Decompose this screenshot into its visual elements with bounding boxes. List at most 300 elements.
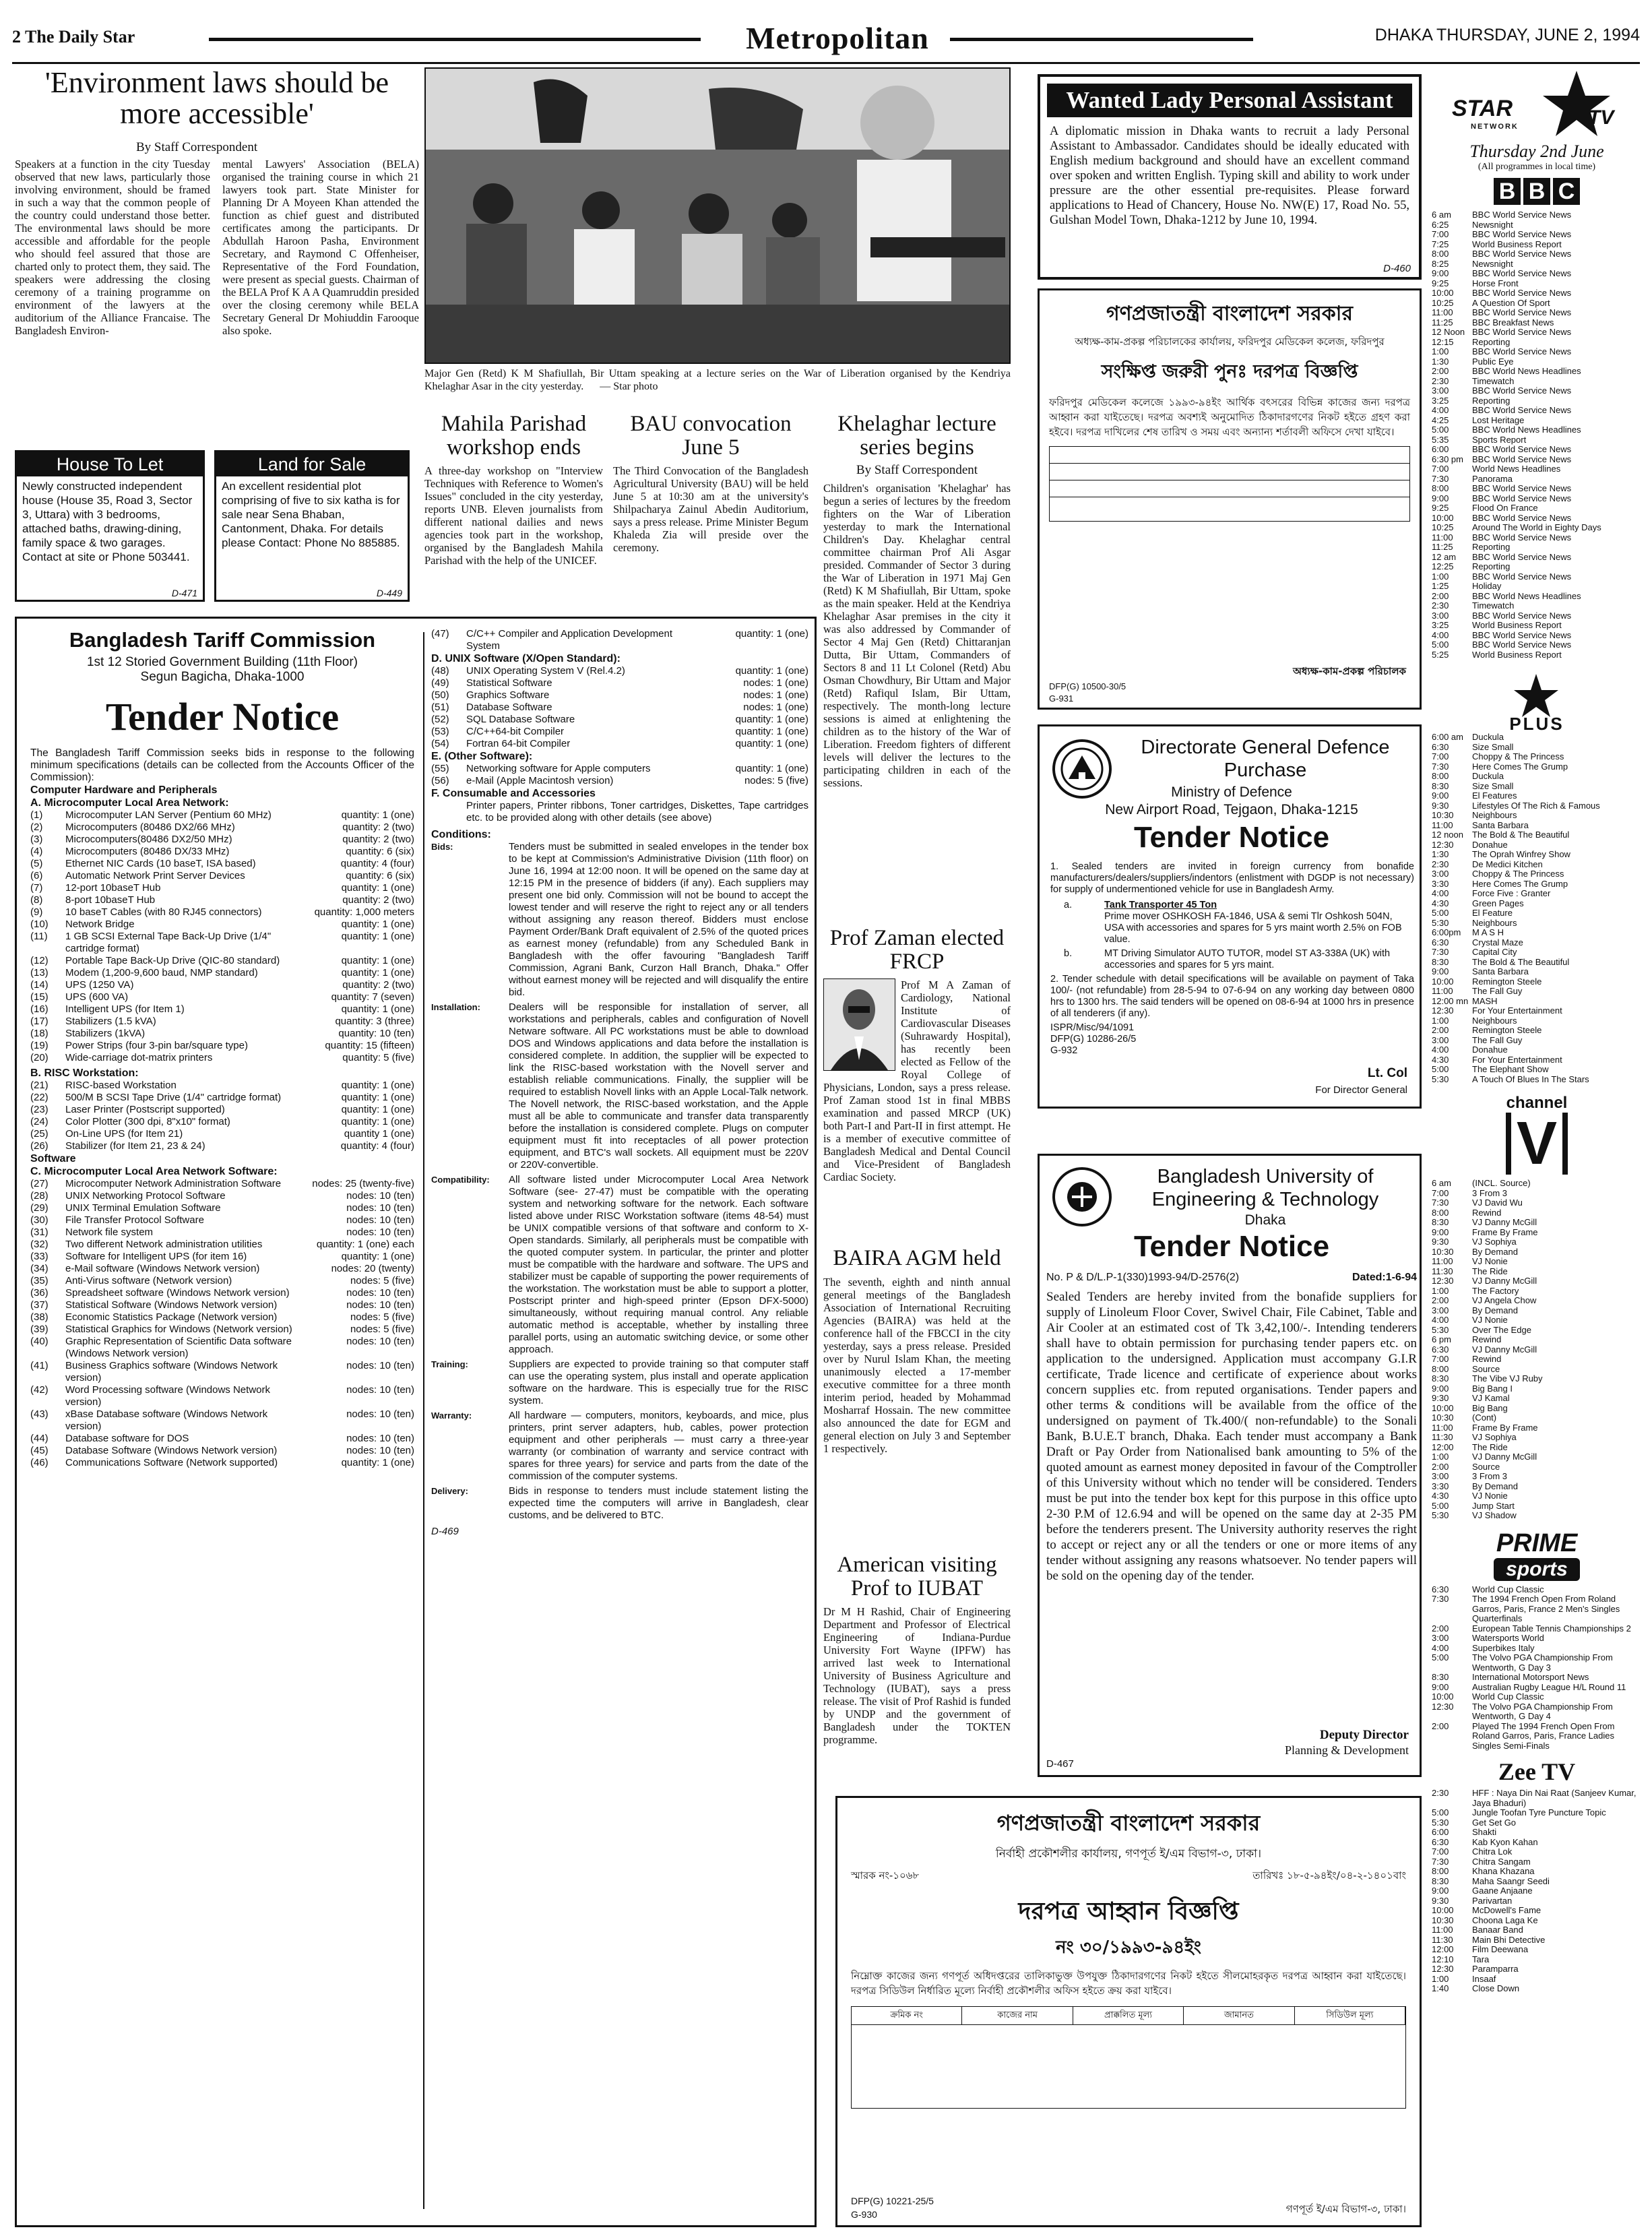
schedule-time: 5:30 xyxy=(1432,1817,1449,1828)
schedule-time: 4:30 xyxy=(1432,1491,1449,1501)
dgdp-item-b: b. MT Driving Simulator AUTO TUTOR, model ST A3-338A (UK) with accessories and spares for 5 yrs maint. xyxy=(1050,948,1414,971)
tender-item xyxy=(431,775,808,787)
schedule-time: 7:25 xyxy=(1432,239,1449,249)
tender-item-qty: quantity: 10 (ten) xyxy=(338,1028,414,1039)
schedule-time: 6 pm xyxy=(1432,1334,1451,1344)
iubat-text: Dr M H Rashid, Chair of Engineering Department and Professor of Electrical Engineering of Indiana-Purdue University Fort Wayne (IPFW) has arrived last week to International University of Business Agriculture and Technology (IUBAT), says a press release. The visit of Prof Rashid is funded by UNDP and the government of Bangladesh under the TOKTEN programme. xyxy=(823,1605,1011,1747)
schedule-time: 8:25 xyxy=(1432,258,1449,269)
schedule-row xyxy=(1432,899,1642,909)
bangla-tender-2 xyxy=(835,1796,1422,2227)
schedule-program: For Your Entertainment xyxy=(1472,1054,1562,1065)
tender-item-number: (36) xyxy=(30,1287,49,1299)
schedule-row xyxy=(1432,562,1642,572)
schedule-row xyxy=(1432,987,1642,997)
tender-item-number: (18) xyxy=(30,1028,49,1039)
tender-item-desc: Database software for DOS xyxy=(65,1433,189,1444)
tender-item-number: (33) xyxy=(30,1251,49,1262)
schedule-row xyxy=(1432,240,1642,250)
tender-item-desc: xBase Database software (Windows Network version) xyxy=(65,1408,268,1432)
channel-v-logo xyxy=(1432,1094,1642,1175)
schedule-row xyxy=(1432,1818,1642,1828)
schedule-program: El Features xyxy=(1472,790,1517,801)
schedule-row xyxy=(1432,1692,1642,1702)
bbc-logo xyxy=(1432,178,1642,205)
tender-item xyxy=(431,726,808,738)
schedule-program: Shakti xyxy=(1472,1827,1497,1837)
tender-item xyxy=(30,858,414,870)
tariff-items-d xyxy=(431,665,808,750)
schedule-time: 6:00pm xyxy=(1432,927,1461,937)
schedule-time: 9:00 xyxy=(1432,790,1449,801)
env-col2: mental Lawyers' Association (BELA) organised the training course in which 21 lawyers took part. State Minister for Planning Dr A Moyeen Khan attended the function as chief guest and distributed certificates among the participants. Dr Abdullah Haroon Pasha, Environment Secretary, and Raymond C Offenheiser, Representative of the Ford Foundation, were present as special guests. Chairman of the BELA Prof K A A Quamruddin presided over the closing ceremony while BELA Secretary General Dr Mohiuddin Farooque also spoke. xyxy=(222,158,419,337)
schedule-row xyxy=(1432,347,1642,357)
schedule-row xyxy=(1432,220,1642,230)
schedule-program: BBC World Service News xyxy=(1472,268,1572,278)
tender-item-qty: quantity: 6 (six) xyxy=(346,846,414,857)
khelaghar-text: Children's organisation 'Khelaghar' has begun a series of lectures by the freedom fighters on the War of Liberation yesterday to mark the International Children's Day. Khelaghar central committee chairman Prof Ali Asgar presided. Commander of Sector 3 during the War of Liberation in 1971 Maj Gen (Retd) K M Shafiullah, Bir Uttam, spoke as the main speaker. Held at the Kendriya Khelaghar Asar premises in the city it was also addressed by Commander of Sector 4 Maj Gen (Retd) Chittaranjan Dutta, Bir Uttam, Commanders of Sectors 8 and 11 Lt Colonel (Retd) Abu Osman Chowdhury, Bir Uttam and Major (Retd) Rafiqul Islam, Bir Uttam, respectively. The month-long lecture sessions is aimed at enlightening the children as to the history of the War of Liberation. Freedom fighters of different levels will deliver the lectures to the participating children in each of the sessions. xyxy=(823,482,1011,790)
schedule-program: Watersports World xyxy=(1472,1633,1544,1643)
tender-item-desc: 1 GB SCSI External Tape Back-Up Drive (1/4" cartridge format) xyxy=(65,931,272,954)
tender-item-desc: Stabilizer (for Item 21, 23 & 24) xyxy=(65,1140,205,1152)
schedule-row xyxy=(1432,553,1642,563)
tender-item-qty: quantity: 1 (one) xyxy=(735,738,808,749)
schedule-time: 3:30 xyxy=(1432,1481,1449,1491)
schedule-row xyxy=(1432,1945,1642,1955)
tender-item-desc: Anti-Virus software (Network version) xyxy=(65,1275,232,1286)
baira-headline: BAIRA AGM held xyxy=(833,1247,1001,1270)
schedule-program: BBC World Service News xyxy=(1472,629,1572,640)
tender-item-qty: quantity 1 (one) xyxy=(344,1128,414,1140)
condition-label: Warranty: xyxy=(431,1410,472,1421)
tender-item-qty: nodes: 5 (five) xyxy=(350,1324,414,1335)
schedule-row xyxy=(1432,269,1642,279)
schedule-program: Choona Laga Ke xyxy=(1472,1915,1538,1925)
condition-label: Compatibility: xyxy=(431,1175,490,1185)
schedule-program: Santa Barbara xyxy=(1472,966,1529,976)
schedule-program: BBC World News Headlines xyxy=(1472,425,1581,435)
mahila-text: A three-day workshop on "Interview Techniques with Reference to Women's Issues" concluded in the city yesterday, reports UNB. Eleven journalists from different national dailies and news agencies took part in the workshop, organised by the Bangladesh Mahila Parishad with the help of the UNICEF. xyxy=(424,464,603,567)
schedule-program: VJ Sophiya xyxy=(1472,1432,1517,1442)
tender-item xyxy=(30,870,414,882)
condition-label: Bids: xyxy=(431,842,453,852)
tender-item xyxy=(30,1128,414,1140)
schedule-row xyxy=(1432,1443,1642,1453)
schedule-program: Australian Rugby League H/L Round 11 xyxy=(1472,1681,1626,1692)
tv-note: (All programmes in local time) xyxy=(1478,162,1596,172)
tender-item-number: (21) xyxy=(30,1080,49,1091)
tender-item-qty: nodes: 10 (ten) xyxy=(346,1384,414,1396)
tv-listings xyxy=(1432,67,1642,2231)
schedule-program: Played The 1994 French Open From Roland Garros, Paris, France Ladies Singles Semi-Finals xyxy=(1472,1720,1615,1751)
tender-item xyxy=(30,846,414,858)
schedule-program: Lifestyles Of The Rich & Famous xyxy=(1472,800,1600,811)
tender-item-desc: Graphic Representation of Scientific Data software (Windows Network version) xyxy=(65,1336,292,1359)
buet-code: D-467 xyxy=(1046,1758,1074,1770)
schedule-time: 10:00 xyxy=(1432,1691,1454,1702)
schedule-row xyxy=(1432,230,1642,240)
tender-item-desc: 12-port 10baseT Hub xyxy=(65,882,161,894)
tender-item xyxy=(30,1311,414,1324)
schedule-time: 1:30 xyxy=(1432,849,1449,859)
condition-row xyxy=(431,1485,808,1522)
bangla2-table-header-cell: জামানত xyxy=(1184,2007,1294,2024)
tender-item-number: (43) xyxy=(30,1408,49,1420)
schedule-row xyxy=(1432,1237,1642,1247)
dgdp-code: DFP(G) 10286-26/5 xyxy=(1050,1034,1137,1045)
tender-item-desc: On-Line UPS (for Item 21) xyxy=(65,1128,183,1140)
schedule-time: 12:25 xyxy=(1432,561,1454,571)
schedule-row xyxy=(1432,947,1642,958)
schedule-time: 4:00 xyxy=(1432,1642,1449,1653)
dgdp-para2: 2. Tender schedule with detail specifications will be available on payment of Taka 100/- (not refundable) from 28-5-94 to 07-6-94 on any working day between 0800 hrs to 1300 hrs. The said tenders will be opened on 08-6-94 at 1000 hrs in presence of all tenderers (if any). xyxy=(1050,974,1414,1019)
tender-item-desc: UNIX Operating System V (Rel.4.2) xyxy=(466,665,625,677)
tender-item-number: (16) xyxy=(30,1003,49,1015)
schedule-row xyxy=(1432,367,1642,377)
schedule-time: 7:00 xyxy=(1432,464,1449,474)
schedule-time: 8:00 xyxy=(1432,249,1449,259)
schedule-program: Reporting xyxy=(1472,395,1511,406)
schedule-row xyxy=(1432,1808,1642,1818)
tender-item xyxy=(30,809,414,821)
tender-item-qty: quantity: 2 (two) xyxy=(342,821,414,833)
schedule-time: 2:00 xyxy=(1432,366,1449,376)
bangla-tender-1 xyxy=(1038,288,1422,710)
tender-item-desc: UNIX Terminal Emulation Software xyxy=(65,1202,221,1214)
tender-item-number: (7) xyxy=(30,882,43,894)
schedule-program: Chitra Lok xyxy=(1472,1846,1513,1857)
tender-item-qty: nodes: 1 (one) xyxy=(743,677,808,689)
schedule-program: Source xyxy=(1472,1461,1500,1472)
star-logo-text: STAR xyxy=(1452,96,1513,121)
schedule-time: 11:30 xyxy=(1432,1432,1453,1442)
schedule-time: 10:00 xyxy=(1432,512,1454,523)
schedule-program: VJ Danny McGill xyxy=(1472,1344,1537,1355)
schedule-row xyxy=(1432,640,1642,650)
khelaghar-headline: Khelaghar lecture series begins xyxy=(837,412,996,460)
page-header xyxy=(12,20,1640,62)
schedule-row xyxy=(1432,1026,1642,1036)
schedule-time: 4:30 xyxy=(1432,1054,1449,1065)
schedule-row xyxy=(1432,523,1642,533)
schedule-time: 11:00 xyxy=(1432,1925,1453,1935)
plus-star-icon xyxy=(1513,672,1560,719)
classified-house-text: Newly constructed independent house (House 35, Road 3, Sector 3, Uttara) with 3 bedrooms, attached baths, drawing-dining, family space & two garages. Contact at site or Phone 503441. xyxy=(22,480,193,563)
bau-story xyxy=(613,412,808,608)
schedule-row xyxy=(1432,830,1642,840)
schedule-program: Film Deewana xyxy=(1472,1944,1529,1954)
buet-text: Sealed Tenders are hereby invited from the bonafide suppliers for supply of Linoleum Floor Cover, Swivel Chair, File Cabinet, Table and Air Cooler at an estimated cost of Tk 3,42,100/-. Intending tenderers shall have to obtain permission for purchasing tender papers etc. on application to the undersigned. Application must accompany G.I.R certificate, Trade licence and certificate of experience about works concern supplies etc. from reputed organisations. Tender papers and other terms & conditions will be available from the office of the undersigned on payment of Tk.400/( non-refundable) to the Sonali Bank, B.U.E.T branch, Dhaka. Each tender must accompany a Bank Draft or Pay Order from Nationalised bank amounting to 5% of the quoted amount as earnest money deposited in favour of the Comptroller of this University without which no tender will be considered. Tenders must be put into the tender box kept for this purpose in this office upto 2-30 P.M of 12.6.94 and will be opened on the same day at 2-35 PM before the tenderers present. The University authority reserves the right to accept or reject any or all the tenders or one or more items of any tender without assigning any reasons whatsoever. No tender papers will be sold on the opening day of the tender. xyxy=(1046,1290,1417,1583)
tender-item-qty: quantity: 2 (two) xyxy=(342,979,414,991)
schedule-time: 1:00 xyxy=(1432,571,1449,582)
schedule-program: BBC World Service News xyxy=(1472,327,1572,337)
tender-item-number: (31) xyxy=(30,1226,49,1238)
schedule-time: 7:00 xyxy=(1432,751,1449,761)
schedule-program: Green Pages xyxy=(1472,898,1524,908)
tender-item-desc: Power Strips (four 3-pin bar/square type) xyxy=(65,1040,248,1051)
tender-item-desc: Intelligent UPS (for Item 1) xyxy=(65,1003,185,1015)
schedule-row xyxy=(1432,1702,1642,1722)
buet-ref-row xyxy=(1046,1272,1417,1288)
schedule-program: Neighbours xyxy=(1472,1015,1517,1026)
schedule-time: 12:00 mn xyxy=(1432,995,1469,1006)
tariff-org: Bangladesh Tariff Commission xyxy=(69,628,376,652)
schedule-program: World News Headlines xyxy=(1472,464,1561,474)
schedule-time: 11:00 xyxy=(1432,819,1453,830)
schedule-program: VJ Nonie xyxy=(1472,1491,1508,1501)
tender-item-desc: Microcomputers (80486 DX/33 MHz) xyxy=(65,846,230,857)
schedule-program: Choppy & The Princess xyxy=(1472,869,1564,879)
schedule-program: The Factory xyxy=(1472,1285,1519,1296)
schedule-row xyxy=(1432,1644,1642,1654)
tender-item-qty: quantity: 1 (one) xyxy=(341,1092,414,1103)
tender-item-qty: nodes: 10 (ten) xyxy=(346,1445,414,1456)
schedule-time: 8:00 xyxy=(1432,771,1449,781)
tender-item-qty: quantity: 1 (one) xyxy=(341,882,414,894)
tender-item-desc: Database Software (Windows Network version) xyxy=(65,1445,278,1456)
schedule-time: 10:25 xyxy=(1432,297,1454,308)
zaman-headline: Prof Zaman elected FRCP xyxy=(829,927,1005,974)
tender-item-qty: quantity: 1 (one) xyxy=(341,919,414,930)
dgdp-item-b-text: MT Driving Simulator AUTO TUTOR, model ST A3-338A (UK) with accessories and spares for 5 yrs maint. xyxy=(1104,948,1391,970)
schedule-row xyxy=(1432,601,1642,611)
tender-item-qty: quantity: 1 (one) xyxy=(341,1003,414,1015)
tariff-sec-e: E. (Other Software): xyxy=(431,751,533,762)
tender-item-number: (55) xyxy=(431,763,449,774)
schedule-time: 1:00 xyxy=(1432,346,1449,356)
schedule-row xyxy=(1432,210,1642,220)
schedule-row xyxy=(1432,1857,1642,1867)
schedule-time: 9:00 xyxy=(1432,493,1449,503)
schedule-program: Over The Edge xyxy=(1472,1324,1531,1335)
tender-item xyxy=(30,1052,414,1064)
bbc-logo-c: C xyxy=(1553,178,1580,205)
tender-item-desc: SQL Database Software xyxy=(466,714,575,725)
bangla2-memo-row xyxy=(837,1864,1420,1889)
schedule-time: 3:00 xyxy=(1432,869,1449,879)
schedule-time: 5:00 xyxy=(1432,908,1449,918)
schedule-row xyxy=(1432,860,1642,870)
buet-sign: Deputy Director xyxy=(1319,1728,1409,1742)
schedule-time: 1:25 xyxy=(1432,581,1449,591)
dgdp-title: Tender Notice xyxy=(1133,821,1330,854)
bangla1-office: অধ্যক্ষ-কাম-প্রকল্প পরিচালকের কার্যালয়, ফরিদপুর মেডিকেল কলেজ, ফরিদপুর xyxy=(1075,336,1385,348)
schedule-program: BBC World News Headlines xyxy=(1472,590,1581,601)
dgdp-code2: G-932 xyxy=(1050,1045,1078,1056)
schedule-time: 4:25 xyxy=(1432,414,1449,425)
schedule-row xyxy=(1432,650,1642,660)
schedule-row xyxy=(1432,1585,1642,1595)
bangla2-office: নির্বাহী প্রকৌশলীর কার্যালয়, গণপূর্ত ই/এম বিভাগ-৩, ঢাকা। xyxy=(995,1847,1262,1861)
env-headline: 'Environment laws should be more accessible' xyxy=(44,67,389,131)
schedule-row xyxy=(1432,1452,1642,1462)
condition-text: All software listed under Microcomputer Local Area Network Software (see- 27-47) must be compatible with the operating system and networking software for the network. Each software listed above under RISC Workstation software (items 48-54) must be UNIX compatible versions of that software and conform to X-Open standards. Similarly, all peripherals must be compatible with the quoted computer system. In particular, the printer and plotter must be compatible with the hardware and software. The UPS and stabilizer must be capable of supporting the power requirements of the workstation. The workstation must be able to support a plotter, Postscript printer and high-speed printer (Epson DFX-5000) simultaneously, without requiring manual control. Any reliable automatic method is acceptable, whether by installing three parallel ports, using an automatic switching device, or some other approach. xyxy=(509,1174,808,1355)
schedule-time: 12:00 xyxy=(1432,1944,1454,1954)
schedule-row xyxy=(1432,850,1642,860)
schedule-row xyxy=(1432,1828,1642,1838)
photo-image xyxy=(426,69,1009,363)
bbc-logo-b2: B xyxy=(1523,178,1550,205)
tender-item-number: (6) xyxy=(30,870,43,881)
schedule-program: BBC World Service News xyxy=(1472,307,1572,317)
tender-item-desc: RISC-based Workstation xyxy=(65,1080,177,1091)
tender-item-qty: quantity: 1 (one) each xyxy=(316,1239,414,1250)
schedule-program: Timewatch xyxy=(1472,375,1515,386)
tender-item-number: (49) xyxy=(431,677,449,689)
tender-item-desc: Graphics Software xyxy=(466,689,550,701)
tender-item-desc: Statistical Software xyxy=(466,677,552,689)
schedule-program: Here Comes The Grump xyxy=(1472,878,1568,889)
schedule-row xyxy=(1432,1394,1642,1404)
photo-credit: — Star photo xyxy=(600,381,658,392)
schedule-row xyxy=(1432,1208,1642,1218)
condition-row xyxy=(431,1410,808,1483)
sports-logo-text: sports xyxy=(1494,1558,1580,1581)
tender-item xyxy=(30,1016,414,1028)
tender-item-qty: quantity: 1 (one) xyxy=(341,931,414,942)
tender-item xyxy=(30,1324,414,1336)
tariff-sec-f: F. Consumable and Accessories xyxy=(431,788,596,799)
schedule-time: 5:35 xyxy=(1432,434,1449,445)
tender-item-desc: Color Plotter (300 dpi, 8"x10" format) xyxy=(65,1116,230,1127)
schedule-program: Crystal Maze xyxy=(1472,937,1523,947)
schedule-program: Timewatch xyxy=(1472,600,1515,611)
tender-item-desc: Spreadsheet software (Windows Network version) xyxy=(65,1287,290,1299)
prime-sports-logo xyxy=(1432,1529,1642,1581)
tender-item xyxy=(30,1360,414,1384)
tender-item xyxy=(30,955,414,967)
tender-item-qty: quantity: 1 (one) xyxy=(735,714,808,725)
tender-item-number: (14) xyxy=(30,979,49,991)
schedule-time: 6:30 xyxy=(1432,1344,1449,1355)
schedule-row xyxy=(1432,1355,1642,1365)
schedule-program: VJ David Wu xyxy=(1472,1198,1523,1208)
tender-item-qty: nodes: 25 (twenty-five) xyxy=(312,1178,414,1189)
tender-item xyxy=(30,1433,414,1445)
schedule-program: De Medici Kitchen xyxy=(1472,859,1543,869)
schedule-row xyxy=(1432,357,1642,367)
tender-item-number: (8) xyxy=(30,894,43,906)
schedule-program: The Fall Guy xyxy=(1472,1034,1523,1045)
schedule-time: 2:00 xyxy=(1432,1720,1449,1731)
tender-item-number: (44) xyxy=(30,1433,49,1444)
schedule-row xyxy=(1432,1501,1642,1512)
schedule-time: 6:30 xyxy=(1432,741,1449,752)
tender-item-number: (47) xyxy=(431,628,449,640)
tender-item xyxy=(30,991,414,1003)
dgdp-body xyxy=(1050,861,1414,1090)
schedule-program: Jump Start xyxy=(1472,1500,1515,1511)
tender-item-number: (25) xyxy=(30,1128,49,1140)
schedule-row xyxy=(1432,533,1642,543)
tender-item-qty: nodes: 10 (ten) xyxy=(346,1214,414,1226)
schedule-program: Panorama xyxy=(1472,473,1513,484)
schedule-row xyxy=(1432,259,1642,270)
tender-item-number: (23) xyxy=(30,1104,49,1115)
schedule-program: World Cup Classic xyxy=(1472,1691,1544,1702)
masthead-underline xyxy=(12,62,1640,64)
schedule-row xyxy=(1432,1877,1642,1887)
condition-label: Delivery: xyxy=(431,1486,468,1496)
schedule-program: Chitra Sangam xyxy=(1472,1856,1531,1867)
schedule-program: Neighbours xyxy=(1472,917,1517,928)
tender-item-qty: quantity: 1 (one) xyxy=(341,1251,414,1262)
schedule-program: The Ride xyxy=(1472,1441,1508,1452)
schedule-time: 8:30 xyxy=(1432,1672,1449,1682)
schedule-program: BBC World Service News xyxy=(1472,571,1572,582)
condition-text: Tenders must be submitted in sealed envelopes in the tender box to be kept at Commission's Administrative Division (11th floor) on June 16, 1994 at 12:00 noon. It will be opened on the same day at 12:15 PM in the presence of bidders (if any). Each suppliers may present one bid only. Commission will not be bound to accept the lowest tender and will reserve the right to reject any or all tenders without assigning any reason thereof. Bidders must enclose Payment Order/Bank Draft equivalent of 2.5% of the quoted prices as earnest money (refundable) from any Scheduled Bank in Bangladesh with the offer favouring "Bangladesh Tariff Commission, Agrani Bank, Curzon Hall Branch, Dhaka." Offer without earnest money will be rejected and will disqualify the entire bid. xyxy=(509,841,808,998)
schedule-program: Rewind xyxy=(1472,1354,1502,1364)
schedule-program: Frame By Frame xyxy=(1472,1422,1538,1433)
tender-item xyxy=(30,1140,414,1152)
tender-item xyxy=(30,1202,414,1214)
tariff-conditions-title: Conditions: xyxy=(431,829,491,840)
tender-item-number: (52) xyxy=(431,714,449,725)
schedule-time: 12:30 xyxy=(1432,1276,1454,1286)
bau-text: The Third Convocation of the Bangladesh Agricultural University (BAU) will be held June 5 at 10:30 am at the university's Shilpacharya Zainul Abedin Auditorium, says a press release. Prime Minister Begum Khaleda Zia will preside over the ceremony. xyxy=(613,464,808,555)
schedule-row xyxy=(1432,1925,1642,1935)
schedule-time: 8:30 xyxy=(1432,1217,1449,1227)
schedule-row xyxy=(1432,1594,1642,1624)
bangla2-footer: গণপূর্ত ই/এম বিভাগ-৩, ঢাকা। xyxy=(1285,2203,1406,2215)
schedule-program: VJ Danny McGill xyxy=(1472,1217,1537,1227)
schedule-program: European Table Tennis Championships 2 xyxy=(1472,1623,1631,1634)
schedule-program: Insaaf xyxy=(1472,1973,1496,1984)
schedule-row xyxy=(1432,1016,1642,1026)
tender-item-desc: 10 baseT Cables (with 80 RJ45 connectors) xyxy=(65,906,262,918)
bangla2-text: নিম্নোক্ত কাজের জন্য গণপূর্ত অধিদপ্তরের তালিকাভুক্ত উপযুক্ত ঠিকাদারগণের নিকট হইতে সীলমোহরকৃত দরপত্র আহ্বান করা যাইতেছে। দরপত্র সিডিউল নির্ধারিত মূল্যে নির্বাহী প্রকৌশলীর অফিস হইতে ক্রয় করা যাইবে। xyxy=(851,1970,1406,1997)
schedule-row xyxy=(1432,1423,1642,1433)
schedule-time: 3:30 xyxy=(1432,878,1449,889)
tender-item-desc: Word Processing software (Windows Network version) xyxy=(65,1384,270,1408)
buet-emblem-icon xyxy=(1052,1167,1112,1227)
tariff-address1: 1st 12 Storied Government Building (11th Floor) xyxy=(86,655,358,669)
schedule-program: BBC World Service News xyxy=(1472,551,1572,562)
schedule-time: 12 noon xyxy=(1432,830,1463,840)
tender-item xyxy=(30,834,414,846)
tender-item-qty: quantity: 1 (one) xyxy=(341,1116,414,1127)
tender-item-number: (41) xyxy=(30,1360,49,1371)
portrait-image xyxy=(824,979,895,1070)
schedule-program: The Ride xyxy=(1472,1266,1508,1276)
tender-item-qty: quantity: 2 (two) xyxy=(342,834,414,845)
tender-item-qty: nodes: 10 (ten) xyxy=(346,1226,414,1238)
schedule-time: 2:30 xyxy=(1432,1788,1449,1798)
schedule-row xyxy=(1432,879,1642,890)
zaman-text: Prof M A Zaman of Cardiology, National Institute of Cardiovascular Diseases (Suhrawardy Hospital), has recently been elected as Fellow of the Royal College of Physicians, London, says a press release. Prof Zaman stood 1st in final MBBS examination and passed MRCP (UK) both Part-I and Part-II in first attempt. He is a member of executive committee of Bangladesh Medical and Dental Council and Vice-President of Bangladesh Cardiac Society. xyxy=(823,978,1011,1184)
schedule-program: World Cup Classic xyxy=(1472,1584,1544,1594)
schedule-time: 11:25 xyxy=(1432,542,1453,552)
schedule-row xyxy=(1432,919,1642,929)
tender-item-desc: Portable Tape Back-Up Drive (QIC-80 standard) xyxy=(65,955,280,966)
baira-story xyxy=(823,1247,1011,1530)
schedule-program: VJ Shadow xyxy=(1472,1510,1517,1520)
schedule-time: 11:00 xyxy=(1432,532,1453,542)
schedule-row xyxy=(1432,299,1642,309)
schedule-row xyxy=(1432,752,1642,762)
schedule-row xyxy=(1432,338,1642,348)
schedule-program: BBC World Service News xyxy=(1472,210,1572,220)
tender-item-qty: nodes: 5 (five) xyxy=(350,1311,414,1323)
schedule-program: VJ Danny McGill xyxy=(1472,1276,1537,1286)
schedule-row xyxy=(1432,1189,1642,1199)
star-tv-logo xyxy=(1432,67,1642,142)
tender-item xyxy=(30,1040,414,1052)
tender-item xyxy=(30,967,414,979)
buet-sign2: Planning & Development xyxy=(1285,1743,1409,1757)
tender-item-number: (12) xyxy=(30,955,49,966)
tender-item-number: (42) xyxy=(30,1384,49,1396)
tariff-tender xyxy=(15,617,817,2227)
